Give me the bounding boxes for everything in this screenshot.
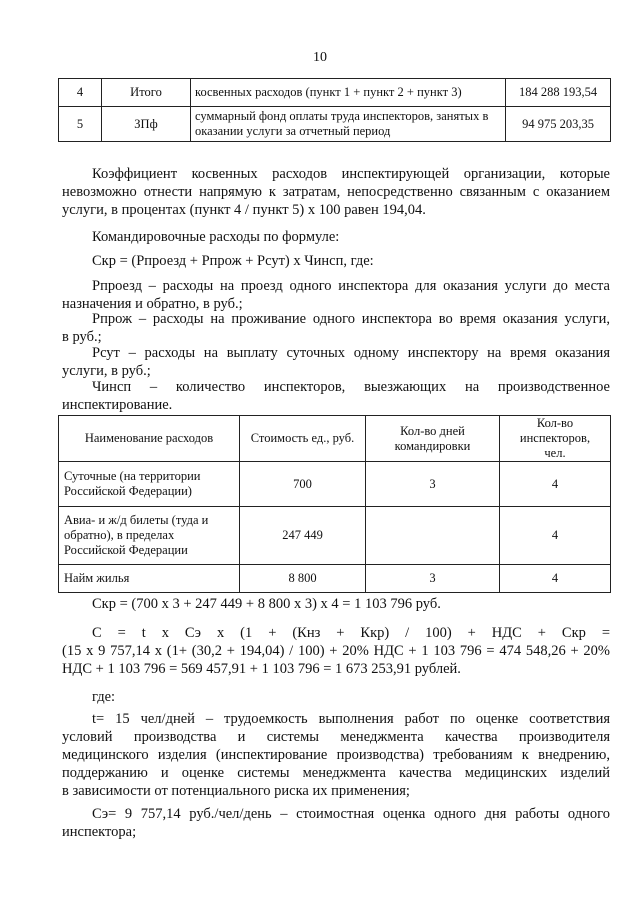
definition-line: назначения и обратно, в руб.; xyxy=(62,296,243,312)
table-row xyxy=(59,79,611,107)
row-description xyxy=(191,107,506,142)
definition-line: Рпрож – расходы на проживание одного инспектора во время оказания услуги, xyxy=(92,311,610,327)
table-row xyxy=(59,462,611,507)
expense-name xyxy=(59,462,240,507)
row-item: ЗПф xyxy=(102,107,191,142)
definition-line: Рсут – расходы на выплату суточных одному инспектору на время оказания xyxy=(92,345,610,361)
definition-line: услуги, в руб.; xyxy=(62,363,151,379)
expense-name xyxy=(59,507,240,565)
table-row xyxy=(59,507,611,565)
coefficient-paragraph-line: невозможно отнести напрямую к затратам, непосредственно связанным с оказанием xyxy=(62,184,610,200)
expense-name-line: Российской Федерации xyxy=(64,543,188,557)
header-inspectors xyxy=(500,416,611,462)
expense-days: 3 xyxy=(366,462,500,507)
row-value: 184 288 193,54 xyxy=(506,79,611,107)
table-header-row xyxy=(59,416,611,462)
row-number: 4 xyxy=(59,79,102,107)
se-definition-line: Сэ= 9 757,14 руб./чел/день – стоимостная оценка одного дня работы одного xyxy=(92,806,610,822)
header-days-line: Кол-во дней xyxy=(400,423,465,438)
row-description-line: оказании услуги за отчетный период xyxy=(195,124,391,138)
row-item: Итого xyxy=(102,79,191,107)
header-inspectors-line: Кол-во инспекторов, xyxy=(519,416,591,445)
row-value: 94 975 203,35 xyxy=(506,107,611,142)
calculation-c-line: С = t х Сэ х (1 + (Кнз + Ккр) / 100) + НДС + Скр = xyxy=(92,625,610,641)
page-number: 10 xyxy=(313,50,327,65)
row-description-line: суммарный фонд оплаты труда инспекторов, занятых в xyxy=(195,109,489,123)
calculation-skr: Скр = (700 х 3 + 247 449 + 8 800 х 3) х 4 = 1 103 796 руб. xyxy=(92,596,441,612)
definition-line: Рпроезд – расходы на проезд одного инспектора для оказания услуги до места xyxy=(92,278,610,294)
travel-formula: Скр = (Рпроезд + Рпрож + Рсут) х Чинсп, где: xyxy=(92,253,374,269)
t-definition-line: условий производства и системы менеджмента качества производителя xyxy=(62,729,610,745)
expense-days: 3 xyxy=(366,565,500,593)
calculation-c-line: (15 х 9 757,14 х (1+ (30,2 + 194,04) / 100) + 20% НДС + 1 103 796 = 474 548,26 + 20% xyxy=(62,643,610,659)
expense-days xyxy=(366,507,500,565)
table-row xyxy=(59,107,611,142)
t-definition-line: поддержанию и оценке системы менеджмента качества медицинских изделий xyxy=(62,765,610,781)
row-number: 5 xyxy=(59,107,102,142)
expense-name-line: Авиа- и ж/д билеты (туда и xyxy=(64,513,209,527)
expense-cost: 700 xyxy=(240,462,366,507)
definition-line: Чинсп – количество инспекторов, выезжающих на производственное xyxy=(92,379,610,395)
se-definition-line: инспектора; xyxy=(62,824,137,840)
header-days xyxy=(366,416,500,462)
calculation-c-line: НДС + 1 103 796 = 569 457,91 + 1 103 796 = 1 673 253,91 рублей. xyxy=(62,661,461,677)
table-row xyxy=(59,565,611,593)
expense-inspectors: 4 xyxy=(500,462,611,507)
definition-line: в руб.; xyxy=(62,329,102,345)
expense-name: Найм жилья xyxy=(59,565,240,593)
expense-name-line: Суточные (на территории xyxy=(64,469,201,483)
coefficient-paragraph-line: Коэффициент косвенных расходов инспектирующей организации, которые xyxy=(92,166,610,182)
header-inspectors-line: чел. xyxy=(544,446,566,460)
travel-expenses-table xyxy=(58,415,611,593)
indirect-costs-table xyxy=(58,78,611,142)
expense-cost: 247 449 xyxy=(240,507,366,565)
header-name: Наименование расходов xyxy=(59,416,240,462)
travel-intro: Командировочные расходы по формуле: xyxy=(92,229,340,245)
definition-line: инспектирование. xyxy=(62,397,173,413)
header-days-line: командировки xyxy=(394,438,471,453)
expense-cost: 8 800 xyxy=(240,565,366,593)
t-definition-line: в зависимости от потенциального риска их применения; xyxy=(62,783,410,799)
where-label: где: xyxy=(92,689,116,705)
t-definition-line: медицинского изделия (инспектирование производства) требованиям к внедрению, xyxy=(62,747,610,763)
expense-name-line: Российской Федерации) xyxy=(64,484,192,498)
row-description: косвенных расходов (пункт 1 + пункт 2 + пункт 3) xyxy=(191,79,506,107)
header-cost: Стоимость ед., руб. xyxy=(240,416,366,462)
t-definition-line: t= 15 чел/дней – трудоемкость выполнения работ по оценке соответствия xyxy=(92,711,610,727)
expense-inspectors: 4 xyxy=(500,507,611,565)
coefficient-paragraph-line: услуги, в процентах (пункт 4 / пункт 5) х 100 равен 194,04. xyxy=(62,202,426,218)
expense-inspectors: 4 xyxy=(500,565,611,593)
expense-name-line: обратно), в пределах xyxy=(64,528,175,542)
